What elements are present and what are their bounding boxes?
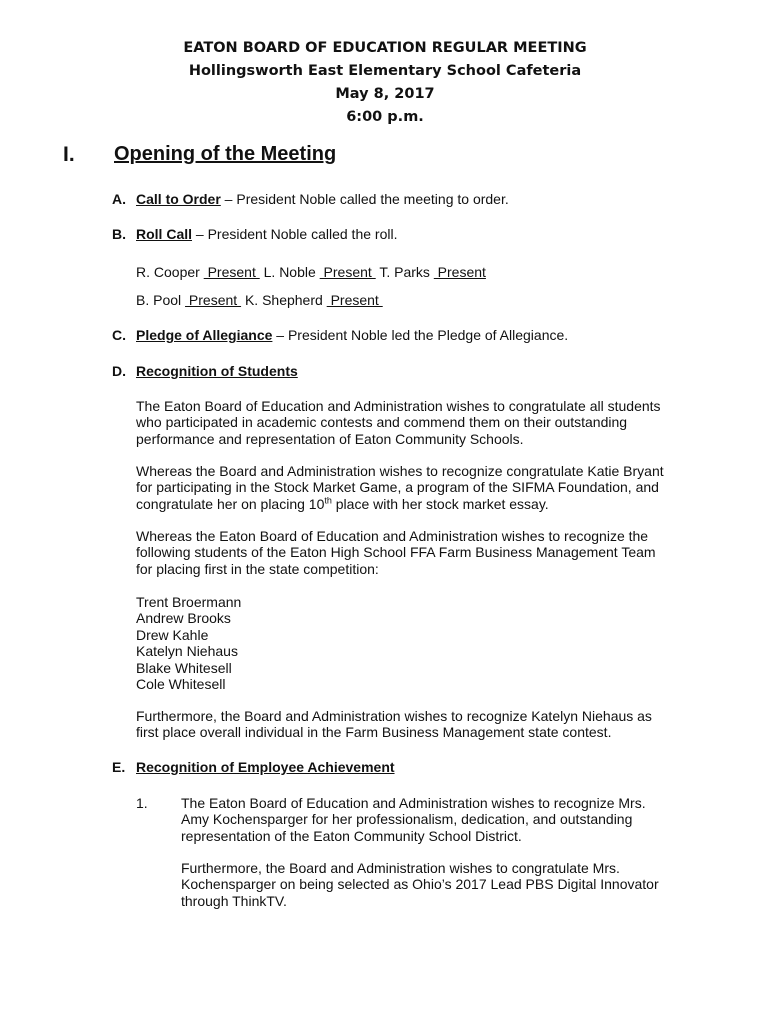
- roll-status: Present: [319, 264, 376, 280]
- item-call-to-order: [112, 191, 509, 207]
- students-paragraph-3: Whereas the Eaton Board of Education and Administration wishes to recognize the following students of the Eaton High School FFA Farm Business Management Team for placing first in the state competition:: [136, 528, 656, 577]
- student-name: Blake Whitesell: [136, 659, 232, 676]
- item-heading: Pledge of Allegiance: [136, 327, 273, 343]
- roll-status: Present: [203, 264, 260, 280]
- item-recognition-employee: [112, 759, 395, 775]
- item-text: – President Noble led the Pledge of Allegiance.: [272, 327, 569, 343]
- item-heading: Roll Call: [136, 226, 193, 242]
- item-heading: Recognition of Employee Achievement: [136, 759, 395, 775]
- item-text: – President Noble called the meeting to order.: [220, 191, 509, 207]
- item-label: C.: [112, 327, 126, 343]
- employee-paragraph-1: The Eaton Board of Education and Administration wishes to recognize Mrs. Amy Kochensparger for her professionalism, dedication, and outstanding representation of the Eaton Community School District.: [181, 795, 646, 844]
- item-pledge: [112, 327, 568, 343]
- item-label: A.: [112, 191, 126, 207]
- students-paragraph-2: [136, 463, 666, 512]
- item-label: B.: [112, 226, 126, 242]
- students-paragraph-2-text: Whereas the Board and Administration wishes to recognize congratulate Katie Bryant for participating in the Stock Market Game, a program of the SIFMA Foundation, and congratulate her on placing 10: [136, 463, 664, 512]
- item-text: – President Noble called the roll.: [192, 226, 398, 242]
- student-names-list: [136, 594, 241, 692]
- roll-row-1: [136, 264, 486, 280]
- item-heading: Recognition of Students: [136, 363, 298, 379]
- meeting-date: May 8, 2017: [335, 86, 435, 102]
- students-paragraph-4: Furthermore, the Board and Administration wishes to recognize Katelyn Niehaus as first place overall individual in the Farm Business Management state contest.: [136, 708, 652, 741]
- student-name: Cole Whitesell: [136, 676, 226, 693]
- meeting-location: Hollingsworth East Elementary School Cafeteria: [188, 63, 582, 79]
- roll-name: L. Noble: [259, 264, 320, 280]
- roll-name: B. Pool: [136, 292, 186, 308]
- item-roll-call: [112, 226, 397, 242]
- item-heading: Call to Order: [136, 191, 221, 207]
- student-name: Drew Kahle: [136, 626, 209, 643]
- roll-name: R. Cooper: [136, 264, 204, 280]
- item-label: E.: [112, 759, 126, 775]
- roll-name: T. Parks: [375, 264, 434, 280]
- roll-name: K. Shepherd: [241, 292, 327, 308]
- roll-status: Present: [433, 264, 486, 280]
- student-name: Trent Broermann: [136, 594, 242, 610]
- roll-status: Present: [185, 292, 242, 308]
- meeting-time: 6:00 p.m.: [346, 109, 424, 125]
- student-name: Andrew Brooks: [136, 610, 231, 627]
- roll-status: Present: [326, 292, 383, 308]
- section-title: Opening of the Meeting: [114, 143, 337, 165]
- enum-number: 1.: [136, 795, 148, 811]
- meeting-title: EATON BOARD OF EDUCATION REGULAR MEETING: [183, 40, 587, 56]
- ordinal-suffix: th: [324, 495, 332, 506]
- item-label: D.: [112, 363, 126, 379]
- students-paragraph-2-end: place with her stock market essay.: [331, 495, 549, 512]
- students-paragraph-1: The Eaton Board of Education and Administration wishes to congratulate all students who participated in academic contests and commend them on their outstanding performance and representation of Eaton Community Schools.: [136, 398, 661, 447]
- section-number: I.: [63, 143, 75, 166]
- roll-row-2: [136, 292, 383, 308]
- student-name: Katelyn Niehaus: [136, 643, 238, 660]
- employee-paragraph-2: Furthermore, the Board and Administration wishes to congratulate Mrs. Kochensparger on being selected as Ohio’s 2017 Lead PBS Digital Innovator through ThinkTV.: [181, 860, 659, 909]
- item-recognition-students: [112, 363, 298, 379]
